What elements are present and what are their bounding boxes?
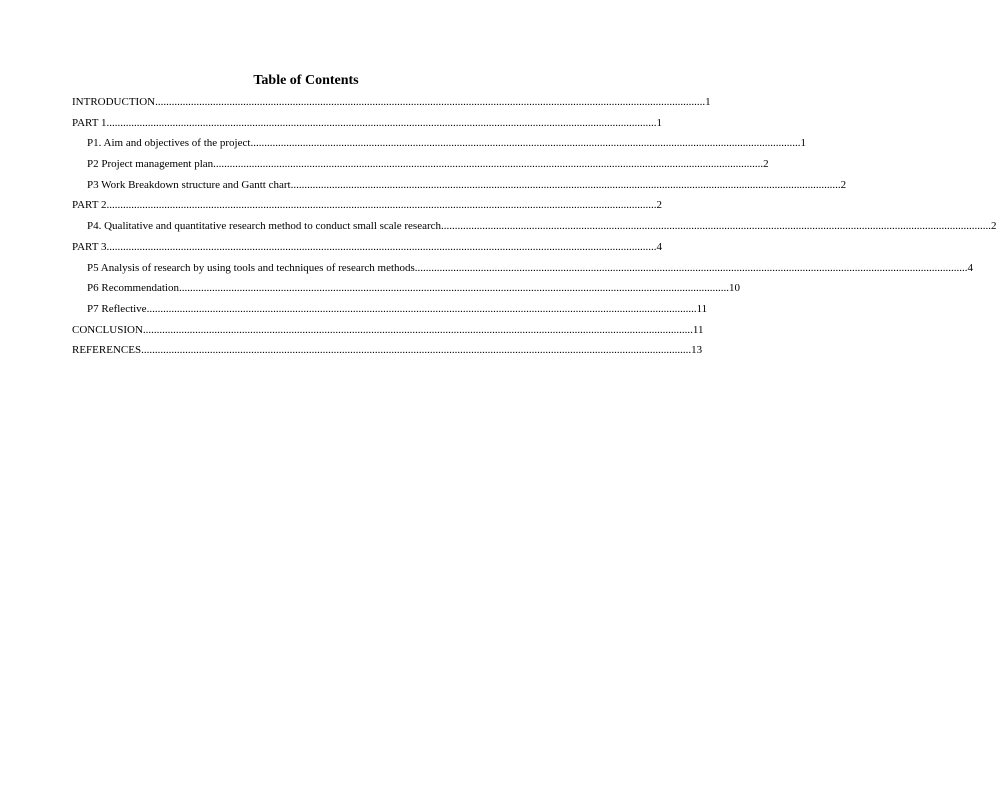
toc-entry-text: P1. Aim and objectives of the project xyxy=(87,137,251,150)
toc-entry-part-3[interactable] xyxy=(72,240,662,261)
toc-entry-part-2[interactable] xyxy=(72,198,662,219)
toc-page-number: 4 xyxy=(656,240,662,253)
toc-title: Table of Contents xyxy=(253,73,359,88)
toc-entry-p4[interactable] xyxy=(72,219,997,240)
toc-entry-p2[interactable] xyxy=(72,157,769,178)
toc-dot-leader: ........................................................................................................................................................................................................ xyxy=(142,323,693,336)
toc-entry-text: INTRODUCTION xyxy=(72,96,156,108)
toc-dot-leader: ........................................................................................................................................................................................................ xyxy=(155,96,706,108)
toc-entry-text: P5 Analysis of research by using tools and techniques of research methods. xyxy=(87,261,418,274)
toc-entry-text: P4. Qualitative and quantitative research method to conduct small scale research xyxy=(87,220,442,233)
toc-dot-leader: ........................................................................................................................................................................................................ xyxy=(250,137,801,150)
toc-entry-introduction[interactable] xyxy=(72,95,711,116)
toc-page-number: 1 xyxy=(656,116,662,129)
toc-page-number: 11 xyxy=(696,302,708,315)
toc-dot-leader: ........................................................................................................................................................................................................ xyxy=(290,178,841,191)
toc-entry-text: PART 3 xyxy=(72,240,107,253)
toc-entry-text: P7 Reflective xyxy=(87,302,147,315)
toc-page-number: 13 xyxy=(691,344,703,357)
toc-entry-text: P3 Work Breakdown structure and Gantt chart xyxy=(87,178,291,191)
toc-dot-leader: ........................................................................................................................................................................................................ xyxy=(441,220,992,233)
toc-entry-p7[interactable] xyxy=(72,302,708,323)
toc-dot-leader: ........................................................................................................................................................................................................ xyxy=(417,261,968,274)
toc-dot-leader: ........................................................................................................................................................................................................ xyxy=(178,282,729,295)
toc-entry-text: PART 2 xyxy=(72,199,107,212)
toc-dot-leader: ........................................................................................................................................................................................................ xyxy=(146,302,697,315)
toc-dot-leader: ........................................................................................................................................................................................................ xyxy=(213,158,764,171)
toc-page-number: 1 xyxy=(705,96,711,108)
toc-entry-conclusion[interactable] xyxy=(72,323,704,344)
toc-page-number: 2 xyxy=(840,178,847,191)
toc-page-number: 2 xyxy=(991,220,997,233)
toc-entry-p6[interactable] xyxy=(72,281,740,302)
toc-entry-text: CONCLUSION xyxy=(72,323,143,336)
toc-page-number: 1 xyxy=(800,137,806,150)
toc-list xyxy=(72,95,997,364)
toc-entry-text: REFERENCES xyxy=(72,344,142,357)
toc-entry-text: P6 Recommendation xyxy=(87,282,179,295)
toc-page-number: 10 xyxy=(728,282,740,295)
toc-entry-references[interactable] xyxy=(72,343,703,364)
toc-dot-leader: ........................................................................................................................................................................................................ xyxy=(106,240,657,253)
toc-page-number: 11 xyxy=(692,323,704,336)
toc-dot-leader: ........................................................................................................................................................................................................ xyxy=(106,116,657,129)
toc-entry-text: PART 1 xyxy=(72,116,107,129)
toc-entry-part-1[interactable] xyxy=(72,116,662,137)
toc-page-number: 2 xyxy=(656,199,662,212)
toc-dot-leader: ........................................................................................................................................................................................................ xyxy=(106,199,657,212)
toc-page-number: 2 xyxy=(763,158,769,171)
toc-entry-text: P2 Project management plan xyxy=(87,158,214,171)
toc-page-number: 4 xyxy=(967,261,974,274)
toc-entry-p1[interactable] xyxy=(72,136,806,157)
toc-dot-leader: ........................................................................................................................................................................................................ xyxy=(141,344,692,357)
toc-entry-p5[interactable] xyxy=(72,261,974,282)
toc-entry-p3[interactable] xyxy=(72,178,847,199)
